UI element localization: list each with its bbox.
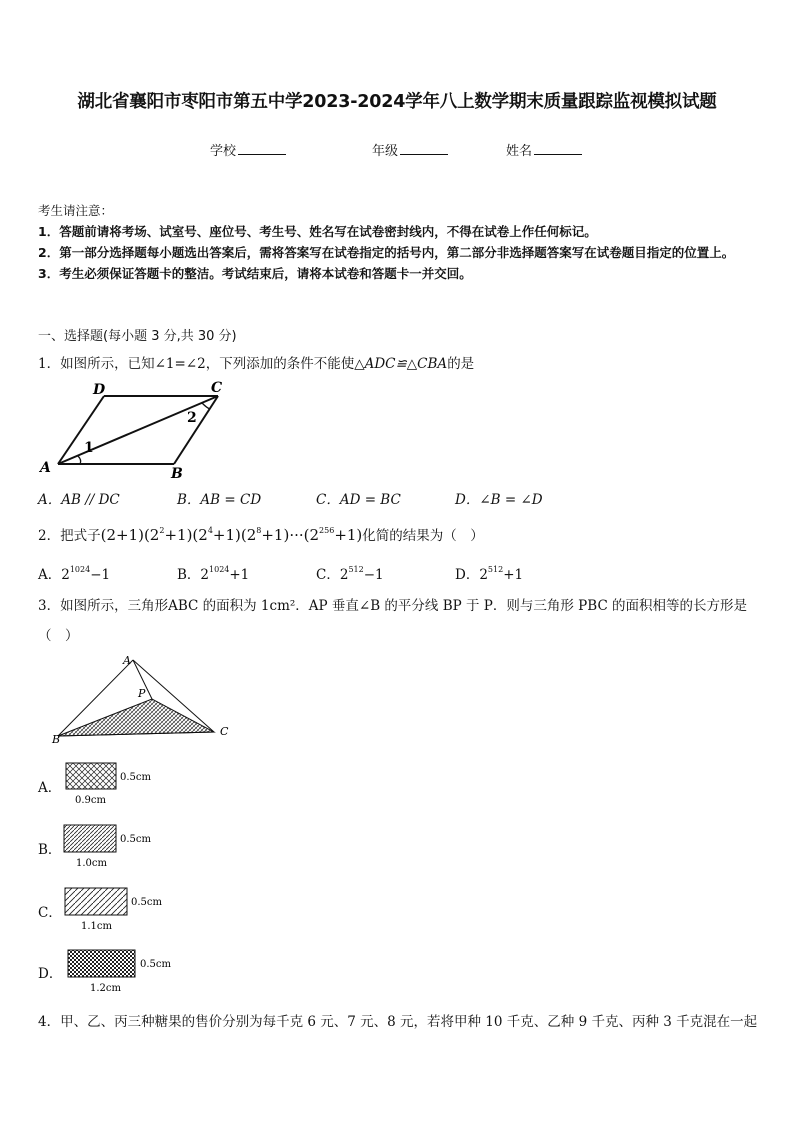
q2-expr-p3: +1)(2 xyxy=(212,526,257,544)
q3-label-A: A xyxy=(123,654,131,667)
name-blank[interactable] xyxy=(534,142,582,155)
q2-option-a[interactable] xyxy=(38,563,177,583)
q1-math: △ADC≌△CBA xyxy=(354,356,448,372)
school-label: 学校 xyxy=(210,144,237,159)
q2-option-c[interactable] xyxy=(316,563,455,583)
q1-label-2: 2 xyxy=(187,410,197,426)
q3-c-height: 0.5cm xyxy=(131,897,162,908)
q1-label-C: C xyxy=(211,380,223,396)
q3-option-b-rect xyxy=(62,822,162,870)
q3-label-B: B xyxy=(52,733,61,746)
q2-b-rest: +1 xyxy=(229,567,250,583)
q3-option-c-rect xyxy=(63,885,173,933)
q2-d-exp: 512 xyxy=(487,565,504,574)
q1-option-d[interactable]: D．∠B = ∠D xyxy=(455,492,543,508)
grade-label: 年级 xyxy=(372,144,399,159)
q2-expr-e1: 2 xyxy=(159,526,165,535)
school-field[interactable] xyxy=(210,140,286,159)
q1-label-B: B xyxy=(171,466,183,480)
q3-b-width: 1.0cm xyxy=(76,858,107,869)
q2-expr-p2: +1)(2 xyxy=(164,526,208,544)
q1-angle-2-arc xyxy=(202,403,210,409)
q1-option-a[interactable]: A．AB // DC xyxy=(38,492,120,508)
question-4-stem: 4．甲、乙、丙三种糖果的售价分别为每千克 6 元、7 元、8 元，若将甲种 10 千克、乙种 9 千克、丙种 3 千克混在一起 xyxy=(38,1014,758,1030)
q1-figure xyxy=(30,376,230,480)
q1-label-1: 1 xyxy=(84,440,94,456)
q3-figure xyxy=(38,650,238,746)
q2-b-exp: 1024 xyxy=(209,565,230,574)
q2-expr-e3: 8 xyxy=(256,526,262,535)
notice-heading: 考生请注意： xyxy=(38,203,114,218)
notice-block xyxy=(38,200,760,284)
q2-d-rest: +1 xyxy=(503,567,524,583)
q2-a-rest: −1 xyxy=(90,567,111,583)
q2-a-exp: 1024 xyxy=(69,565,91,574)
q1-label-A: A xyxy=(40,460,51,476)
q2-a-base: 2 xyxy=(61,567,70,583)
q3-label-C: C xyxy=(220,725,229,738)
q1-option-c[interactable]: C．AD = BC xyxy=(316,492,401,508)
question-1-stem xyxy=(38,352,474,372)
q2-b-base: 2 xyxy=(200,567,210,583)
q3-option-d[interactable]: D． xyxy=(38,966,63,982)
q2-option-d[interactable] xyxy=(455,563,594,583)
q1-label-D: D xyxy=(93,382,106,398)
q2-c-label: C． xyxy=(316,567,340,583)
q2-c-base: 2 xyxy=(339,567,349,583)
section-heading: 一、选择题(每小题 3 分,共 30 分) xyxy=(38,329,237,344)
q1-prefix: 1．如图所示，已知∠1=∠2，下列添加的条件不能使 xyxy=(38,356,355,372)
q2-expr-e4: 256 xyxy=(319,526,335,535)
q3-c-width: 1.1cm xyxy=(81,921,112,932)
q3-option-a-rect xyxy=(64,760,164,808)
q2-option-b[interactable] xyxy=(177,563,316,583)
name-label: 姓名 xyxy=(506,144,533,159)
q1-options xyxy=(38,488,594,508)
q3-option-c[interactable]: C． xyxy=(38,905,62,921)
q3-option-d-rect xyxy=(66,947,181,995)
question-2-stem xyxy=(38,524,484,544)
question-3-stem-line-2: （ ） xyxy=(38,628,79,644)
q1-angle-1-arc xyxy=(78,456,81,464)
q2-c-exp: 512 xyxy=(348,565,364,574)
q3-shaded-triangle-pbc xyxy=(58,699,214,736)
question-3-stem-line-1: 3．如图所示，三角形ABC 的面积为 1cm²．AP 垂直∠B 的平分线 BP 于 P．则与三角形 PBC 的面积相等的长方形是 xyxy=(38,598,748,614)
q2-options xyxy=(38,563,594,583)
q3-option-a[interactable]: A． xyxy=(38,780,62,796)
school-blank[interactable] xyxy=(238,142,286,155)
q2-c-rest: −1 xyxy=(363,567,384,583)
notice-item-3: 3．考生必须保证答题卡的整洁。考试结束后，请将本试卷和答题卡一并交回。 xyxy=(38,266,472,281)
q2-b-label: B． xyxy=(177,567,201,583)
q2-expr-p5: +1) xyxy=(334,526,363,544)
q2-prefix: 2．把式子 xyxy=(38,528,101,544)
q2-a-label: A． xyxy=(38,567,62,583)
q2-expr-e2: 4 xyxy=(207,526,213,535)
q3-label-P: P xyxy=(138,687,146,700)
q3-a-width: 0.9cm xyxy=(75,795,106,806)
q3-option-b[interactable]: B． xyxy=(38,842,62,858)
q2-d-label: D． xyxy=(455,567,480,583)
q3-a-height: 0.5cm xyxy=(120,772,151,783)
q2-expr-p1: (2+1)(2 xyxy=(100,526,160,544)
q1-option-b[interactable]: B．AB = CD xyxy=(177,492,262,508)
q2-expression xyxy=(101,526,363,544)
notice-item-1: 1．答题前请将考场、试室号、座位号、考生号、姓名写在试卷密封线内，不得在试卷上作任何标记。 xyxy=(38,224,597,239)
name-field[interactable] xyxy=(506,140,582,159)
q2-expr-p4: +1)···(2 xyxy=(261,526,320,544)
notice-item-2: 2．第一部分选择题每小题选出答案后，需将答案写在试卷指定的括号内，第二部分非选择题答案写在试卷题目指定的位置上。 xyxy=(38,245,735,260)
q2-suffix: 化简的结果为（ ） xyxy=(362,528,484,544)
q3-d-width: 1.2cm xyxy=(90,983,121,994)
page-title: 湖北省襄阳市枣阳市第五中学2023-2024学年八上数学期末质量跟踪监视模拟试题 xyxy=(77,92,717,112)
grade-blank[interactable] xyxy=(400,142,448,155)
q3-b-height: 0.5cm xyxy=(120,834,151,845)
q2-d-base: 2 xyxy=(479,567,488,583)
q3-d-height: 0.5cm xyxy=(140,959,171,970)
grade-field[interactable] xyxy=(372,140,448,159)
q1-suffix: 的是 xyxy=(447,356,475,372)
